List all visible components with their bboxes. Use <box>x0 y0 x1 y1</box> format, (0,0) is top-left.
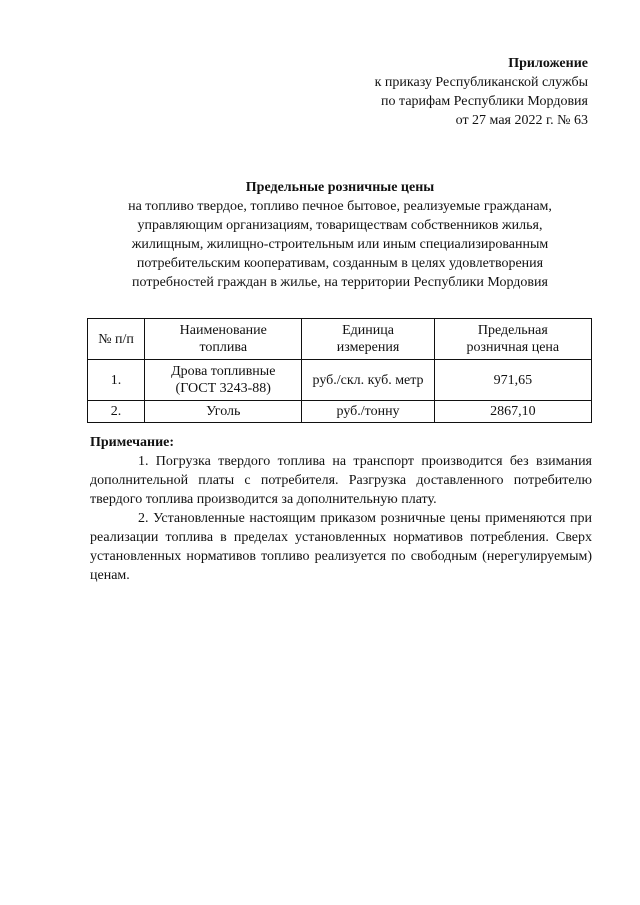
notes-block <box>90 433 592 585</box>
header-price <box>434 319 591 360</box>
cell-name-line: (ГОСТ 3243-88) <box>175 381 271 396</box>
note-item: 2. Установленные настоящим приказом розничные цены применяются при реализации топлива в пределах установленных нормативов потребления. Сверх установленных нормативов топливо реализуется по свободным (нерегулируемым) ценам. <box>90 511 592 583</box>
header-num: № п/п <box>88 319 145 360</box>
notes-title: Примечание: <box>90 435 175 450</box>
cell-num: 1. <box>88 360 145 401</box>
document-heading <box>90 178 590 292</box>
subtitle-line: на топливо твердое, топливо печное бытовое, реализуемые гражданам, <box>128 199 552 214</box>
header-unit-line: Единица <box>342 323 394 338</box>
cell-price: 2867,10 <box>434 401 591 423</box>
cell-price: 971,65 <box>434 360 591 401</box>
cell-name-line: Дрова топливные <box>171 364 276 379</box>
header-name-line: Наименование <box>179 323 267 338</box>
appendix-title: Приложение <box>508 56 588 71</box>
subtitle-line: потребительским кооперативам, созданным в целях удовлетворения <box>136 256 544 271</box>
header-unit <box>302 319 434 360</box>
table-header-row <box>88 319 592 360</box>
subtitle-line: потребностей граждан в жилье, на территории Республики Мордовия <box>132 275 548 290</box>
document-title: Предельные розничные цены <box>245 180 435 195</box>
appendix-line-3: от 27 мая 2022 г. № 63 <box>455 113 588 128</box>
appendix-line-2: по тарифам Республики Мордовия <box>381 94 588 109</box>
header-name-line: топлива <box>199 340 248 355</box>
header-unit-line: измерения <box>336 340 400 355</box>
appendix-line-1: к приказу Республиканской службы <box>374 75 588 90</box>
cell-num: 2. <box>88 401 145 423</box>
price-table <box>87 318 592 423</box>
table-row <box>88 401 592 423</box>
header-price-line: розничная цена <box>466 340 560 355</box>
cell-unit: руб./скл. куб. метр <box>302 360 434 401</box>
subtitle-line: жилищным, жилищно-строительным или иным специализированным <box>131 237 549 252</box>
appendix-block <box>288 54 588 130</box>
header-price-line: Предельная <box>477 323 548 338</box>
header-name <box>145 319 302 360</box>
note-item: 1. Погрузка твердого топлива на транспорт производится без взимания дополнительной платы с потребителя. Разгрузка доставленного потребителю твердого топлива производится за дополнительную плату. <box>90 454 592 507</box>
subtitle-line: управляющим организациям, товариществам собственников жилья, <box>137 218 543 233</box>
cell-name: Уголь <box>145 401 302 423</box>
cell-name <box>145 360 302 401</box>
table-row <box>88 360 592 401</box>
cell-unit: руб./тонну <box>302 401 434 423</box>
